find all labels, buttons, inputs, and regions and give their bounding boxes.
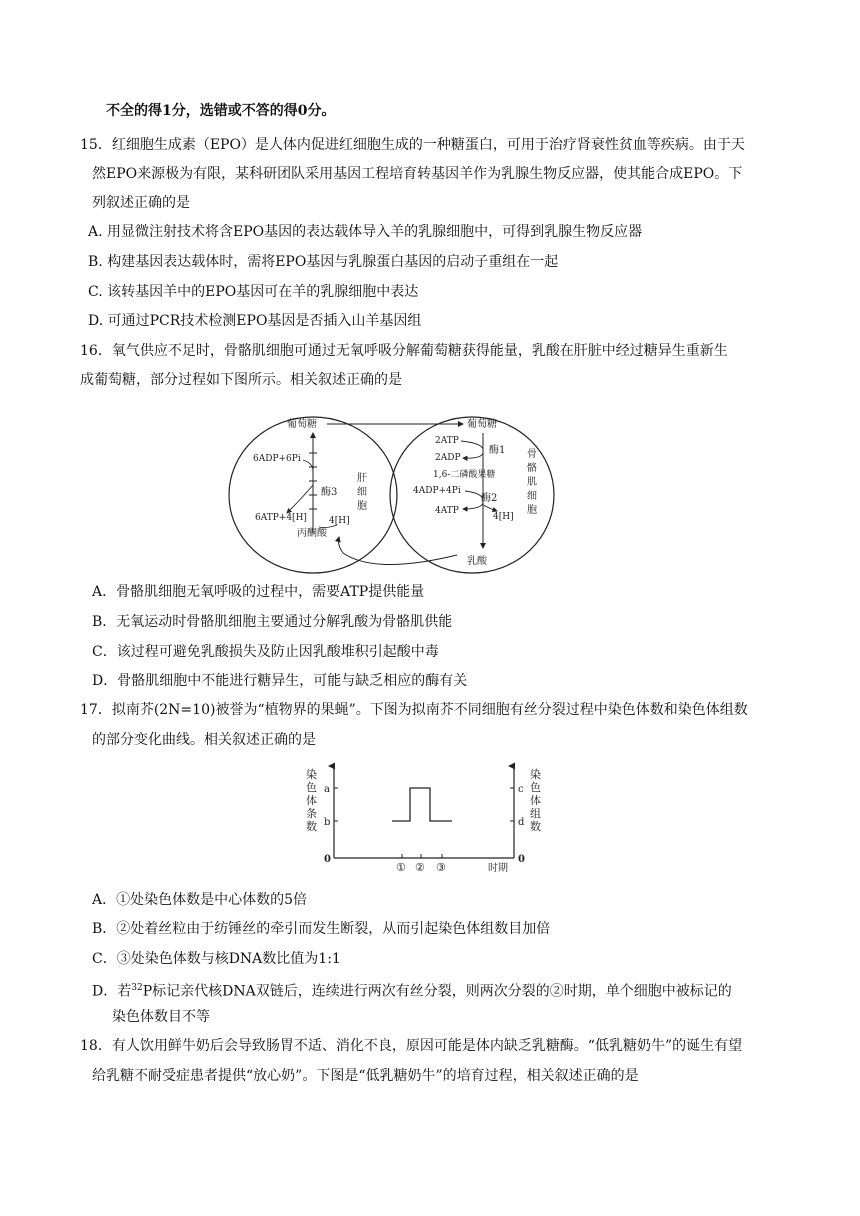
q15-stem-line-3: 列叙述正确的是 (92, 195, 190, 211)
right-axis-label-5: 数 (530, 820, 541, 833)
q18-stem-line-2: 给乳糖不耐受症患者提供“放心奶”。下图是“低乳糖奶牛”的培育过程，相关叙述正确的是 (92, 1068, 639, 1084)
muscle-fbp: 1,6-二磷酸果糖 (433, 470, 496, 480)
muscle-label-1: 骨 (527, 449, 537, 460)
q17-option-b: B．②处着丝粒由于纺锤丝的牵引而发生断裂，从而引起染色体组数目加倍 (92, 921, 551, 937)
q16-option-c: C．该过程可避免乳酸损失及防止因乳酸堆积引起酸中毒 (92, 644, 439, 660)
q16-option-b: B．无氧运动时骨骼肌细胞主要通过分解乳酸为骨骼肌供能 (92, 614, 453, 630)
metabolism-diagram (225, 405, 555, 575)
liver-enzyme-3: 酶3 (321, 487, 338, 498)
q17-stem-line-2: 的部分变化曲线。相关叙述正确的是 (92, 732, 316, 748)
q16-stem-line-2: 成葡萄糖，部分过程如下图所示。相关叙述正确的是 (80, 372, 402, 388)
liver-h: 4[H] (329, 516, 350, 526)
left-axis-label-4: 条 (306, 807, 317, 820)
q16-option-d: D．骨骼肌细胞中不能进行糖异生，可能与缺乏相应的酶有关 (92, 673, 468, 689)
tick-b: b (324, 817, 331, 828)
origin-right: 0 (518, 854, 525, 865)
lactate-transfer-arrow (339, 537, 458, 565)
right-axis-label-4: 组 (530, 807, 541, 820)
tick-c: c (518, 784, 524, 795)
q17-option-a: A．①处染色体数是中心体数的5倍 (92, 892, 308, 908)
chromosome-curve (392, 788, 452, 821)
left-axis-label-5: 数 (306, 820, 317, 833)
muscle-label-4: 细 (527, 491, 537, 502)
muscle-lactate: 乳酸 (467, 556, 487, 567)
right-axis-label-2: 色 (530, 781, 541, 794)
right-axis-label-1: 染 (530, 768, 541, 781)
liver-glucose: 葡萄糖 (287, 419, 317, 430)
tick-a: a (324, 784, 330, 795)
q18-stem-line-1: 18．有人饮用鲜牛奶后会导致肠胃不适、消化不良，原因可能是体内缺乏乳糖酶。“低乳糖奶牛”的诞生有望 (80, 1038, 743, 1054)
muscle-label-5: 胞 (527, 505, 537, 516)
q15-stem-line-1: 15．红细胞生成素（EPO）是人体内促进红细胞生成的一种糖蛋白，可用于治疗肾衰性贫血等疾病。由于天 (80, 137, 745, 153)
liver-label-1: 肝 (357, 473, 367, 484)
liver-label-3: 胞 (357, 501, 367, 512)
muscle-4adp: 4ADP+4Pi (413, 486, 461, 496)
left-axis-label-3: 体 (306, 794, 317, 807)
scoring-note: 不全的得1分，选错或不答的得0分。 (106, 103, 336, 119)
x-mark-1: ① (396, 861, 406, 874)
liver-label-2: 细 (357, 487, 367, 498)
liver-adp: 6ADP+6Pi (253, 454, 301, 464)
liver-pyruvate: 丙酮酸 (297, 528, 327, 539)
q16-stem-line-1: 16．氧气供应不足时，骨骼肌细胞可通过无氧呼吸分解葡萄糖获得能量，乳酸在肝脏中经过糖异生重新生 (80, 343, 728, 359)
left-axis-label-1: 染 (306, 768, 317, 781)
muscle-enzyme-1: 酶1 (489, 445, 506, 456)
left-axis-label-2: 色 (306, 781, 317, 794)
q15-option-c: C. 该转基因羊中的EPO基因可在羊的乳腺细胞中表达 (88, 284, 419, 300)
q17-option-d-superscript: 32 (131, 983, 143, 993)
q17-option-d-text: P标记亲代核DNA双链后，连续进行两次有丝分裂，则两次分裂的②时期，单个细胞中被标记的 (142, 983, 732, 1000)
q15-stem-line-2: 然EPO来源极为有限，某科研团队采用基因工程培育转基因羊作为乳腺生物反应器，使其能合成EPO。下 (92, 166, 743, 182)
muscle-glucose: 葡萄糖 (467, 419, 497, 430)
muscle-2atp: 2ATP (435, 436, 459, 446)
muscle-enzyme-2: 酶2 (481, 493, 498, 504)
muscle-4h: 4[H] (493, 512, 514, 522)
chromosome-chart (300, 760, 560, 875)
q17-option-c: C．③处染色体数与核DNA数比值为1:1 (92, 951, 341, 967)
muscle-label-3: 肌 (527, 477, 537, 488)
tick-d: d (518, 817, 525, 828)
x-mark-3: ③ (436, 861, 446, 874)
q15-option-a: A. 用显微注射技术将含EPO基因的表达载体导入羊的乳腺细胞中，可得到乳腺生物反应器 (88, 224, 643, 240)
right-axis-label-3: 体 (530, 794, 541, 807)
q15-option-d: D. 可通过PCR技术检测EPO基因是否插入山羊基因组 (88, 313, 422, 329)
origin-left: 0 (324, 854, 331, 865)
muscle-label-2: 骼 (527, 463, 537, 474)
liver-atp: 6ATP+4[H] (255, 513, 307, 523)
q17-option-d-prefix: D．若 (92, 983, 132, 1000)
q16-option-a: A．骨骼肌细胞无氧呼吸的过程中，需要ATP提供能量 (92, 584, 425, 600)
q17-stem-line-1: 17．拟南芥(2N=10)被誉为“植物界的果蝇”。下图为拟南芥不同细胞有丝分裂过程中染色体数和染色体组数 (80, 702, 748, 718)
q15-option-b: B. 构建基因表达载体时，需将EPO基因与乳腺蛋白基因的启动子重组在一起 (88, 254, 559, 270)
q17-option-d (92, 978, 732, 1002)
x-mark-2: ② (415, 861, 425, 874)
q17-option-d-line-2: 染色体数目不等 (112, 1009, 210, 1025)
muscle-2adp: 2ADP (435, 453, 461, 463)
muscle-4atp: 4ATP (435, 506, 459, 516)
x-axis-label: 时期 (488, 863, 508, 874)
